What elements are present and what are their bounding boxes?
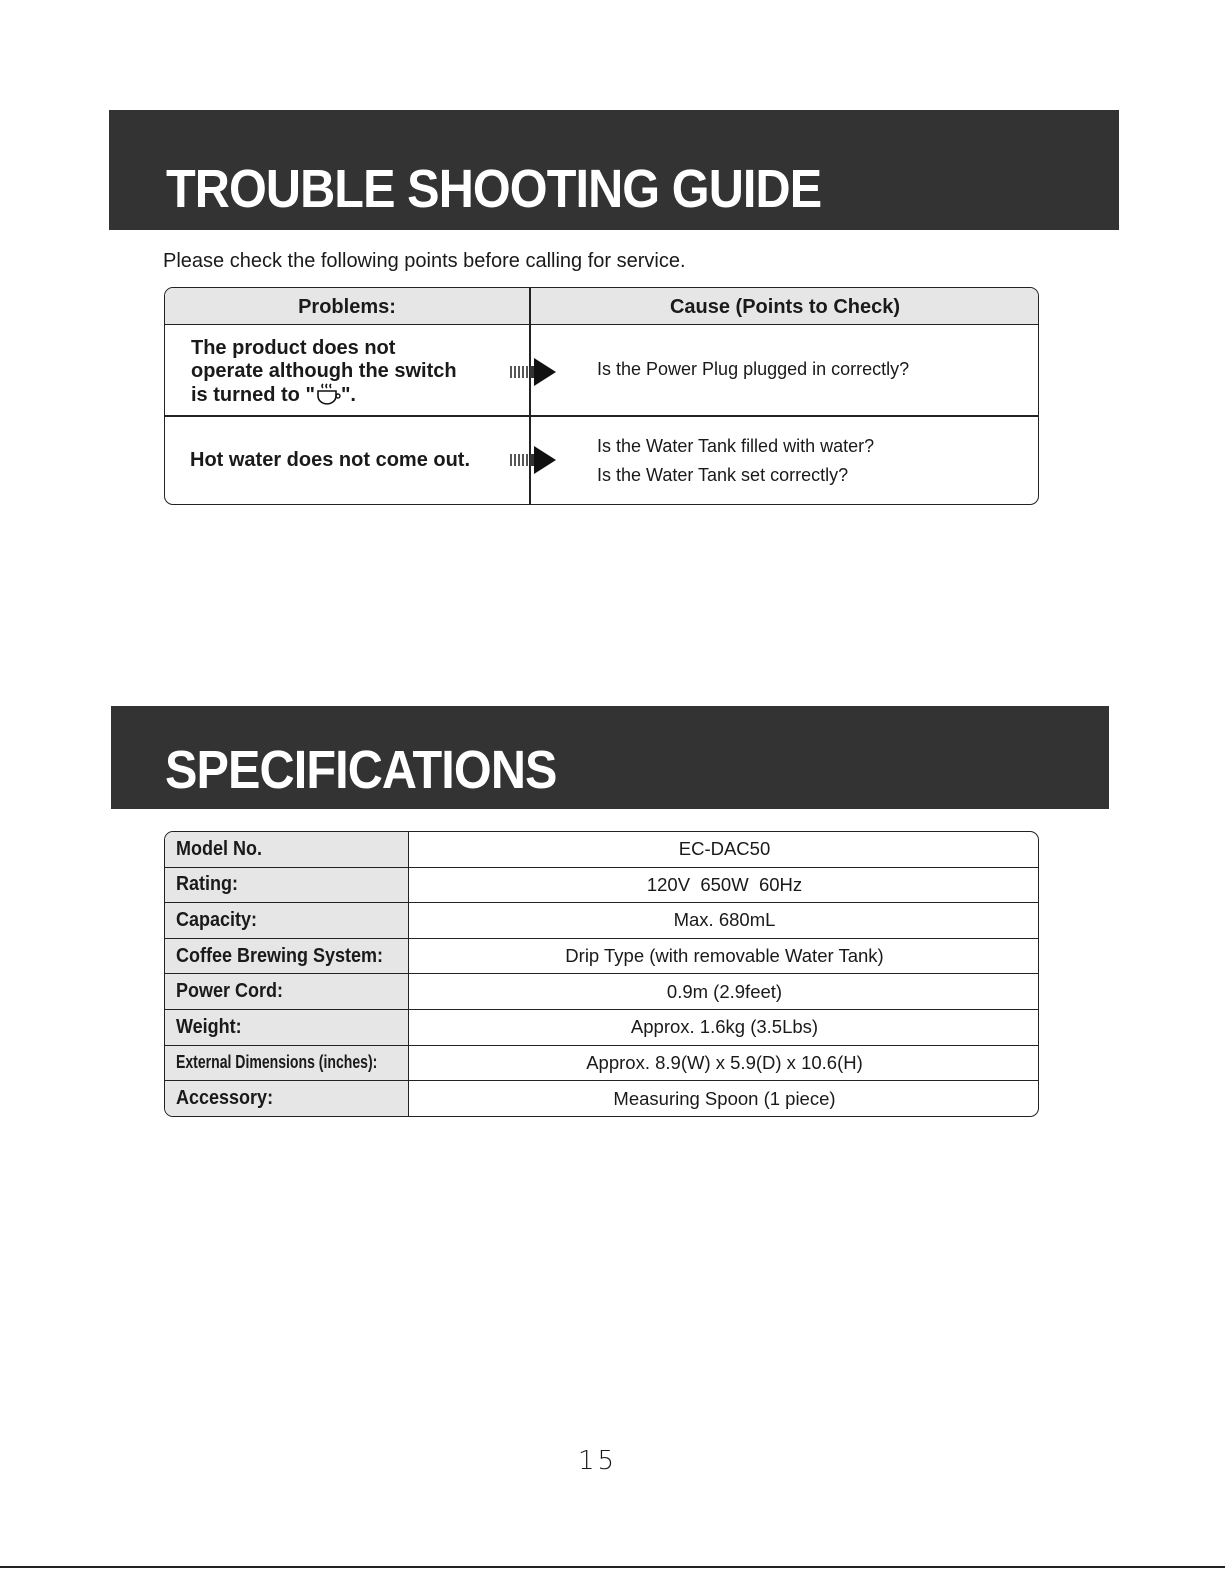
spec-label: External Dimensions (inches): (176, 1052, 378, 1073)
coffee-cup-icon (315, 383, 341, 405)
table-row (165, 939, 1038, 975)
problem-text: The product does not operate although the switch is turned to " ". (191, 337, 457, 406)
spec-value: Max. 680mL (673, 909, 776, 931)
spec-label: Coffee Brewing System: (176, 944, 384, 967)
spec-label: Capacity: (176, 908, 258, 931)
specifications-banner (111, 706, 1109, 809)
spec-value: Drip Type (with removable Water Tank) (565, 945, 884, 967)
troubleshooting-banner (109, 110, 1119, 230)
row-divider (165, 415, 1038, 417)
spec-value: 0.9m (2.9feet) (666, 980, 783, 1002)
table-row (165, 832, 1038, 868)
spec-label: Power Cord: (176, 980, 284, 1003)
spec-value: Measuring Spoon (1 piece) (613, 1087, 836, 1109)
troubleshooting-table (164, 287, 1039, 505)
cause-header: Cause (Points to Check) (669, 296, 901, 318)
table-row (165, 1046, 1038, 1082)
problem-text: Hot water does not come out. (190, 449, 471, 471)
spec-value: 120V 650W 60Hz (646, 873, 803, 895)
spec-label: Rating: (176, 873, 239, 896)
table-row (165, 868, 1038, 904)
problems-header: Problems: (298, 296, 396, 318)
troubleshooting-intro: Please check the following points before calling for service. (163, 250, 686, 272)
cause-text: Is the Power Plug plugged in correctly? (597, 359, 910, 379)
specifications-table (164, 831, 1039, 1117)
spec-label: Weight: (176, 1015, 242, 1038)
arrow-right-icon (508, 444, 558, 476)
troubleshooting-title: TROUBLE SHOOTING GUIDE (166, 159, 822, 219)
spec-value: Approx. 8.9(W) x 5.9(D) x 10.6(H) (586, 1051, 863, 1073)
specifications-title: SPECIFICATIONS (165, 740, 557, 800)
spec-label: Model No. (176, 837, 262, 860)
table-row (165, 1081, 1038, 1117)
cause-text: Is the Water Tank filled with water? Is the Water Tank set correctly? (597, 436, 875, 485)
page-number: 15 (577, 1446, 618, 1476)
troubleshooting-table-header (165, 288, 1038, 325)
spec-value: EC-DAC50 (678, 838, 771, 860)
table-row (165, 903, 1038, 939)
footer-rule (0, 1566, 1225, 1568)
arrow-right-icon (508, 356, 558, 388)
spec-value: Approx. 1.6kg (3.5Lbs) (630, 1016, 819, 1038)
table-row (165, 1010, 1038, 1046)
spec-label: Accessory: (176, 1087, 274, 1110)
table-row (165, 974, 1038, 1010)
